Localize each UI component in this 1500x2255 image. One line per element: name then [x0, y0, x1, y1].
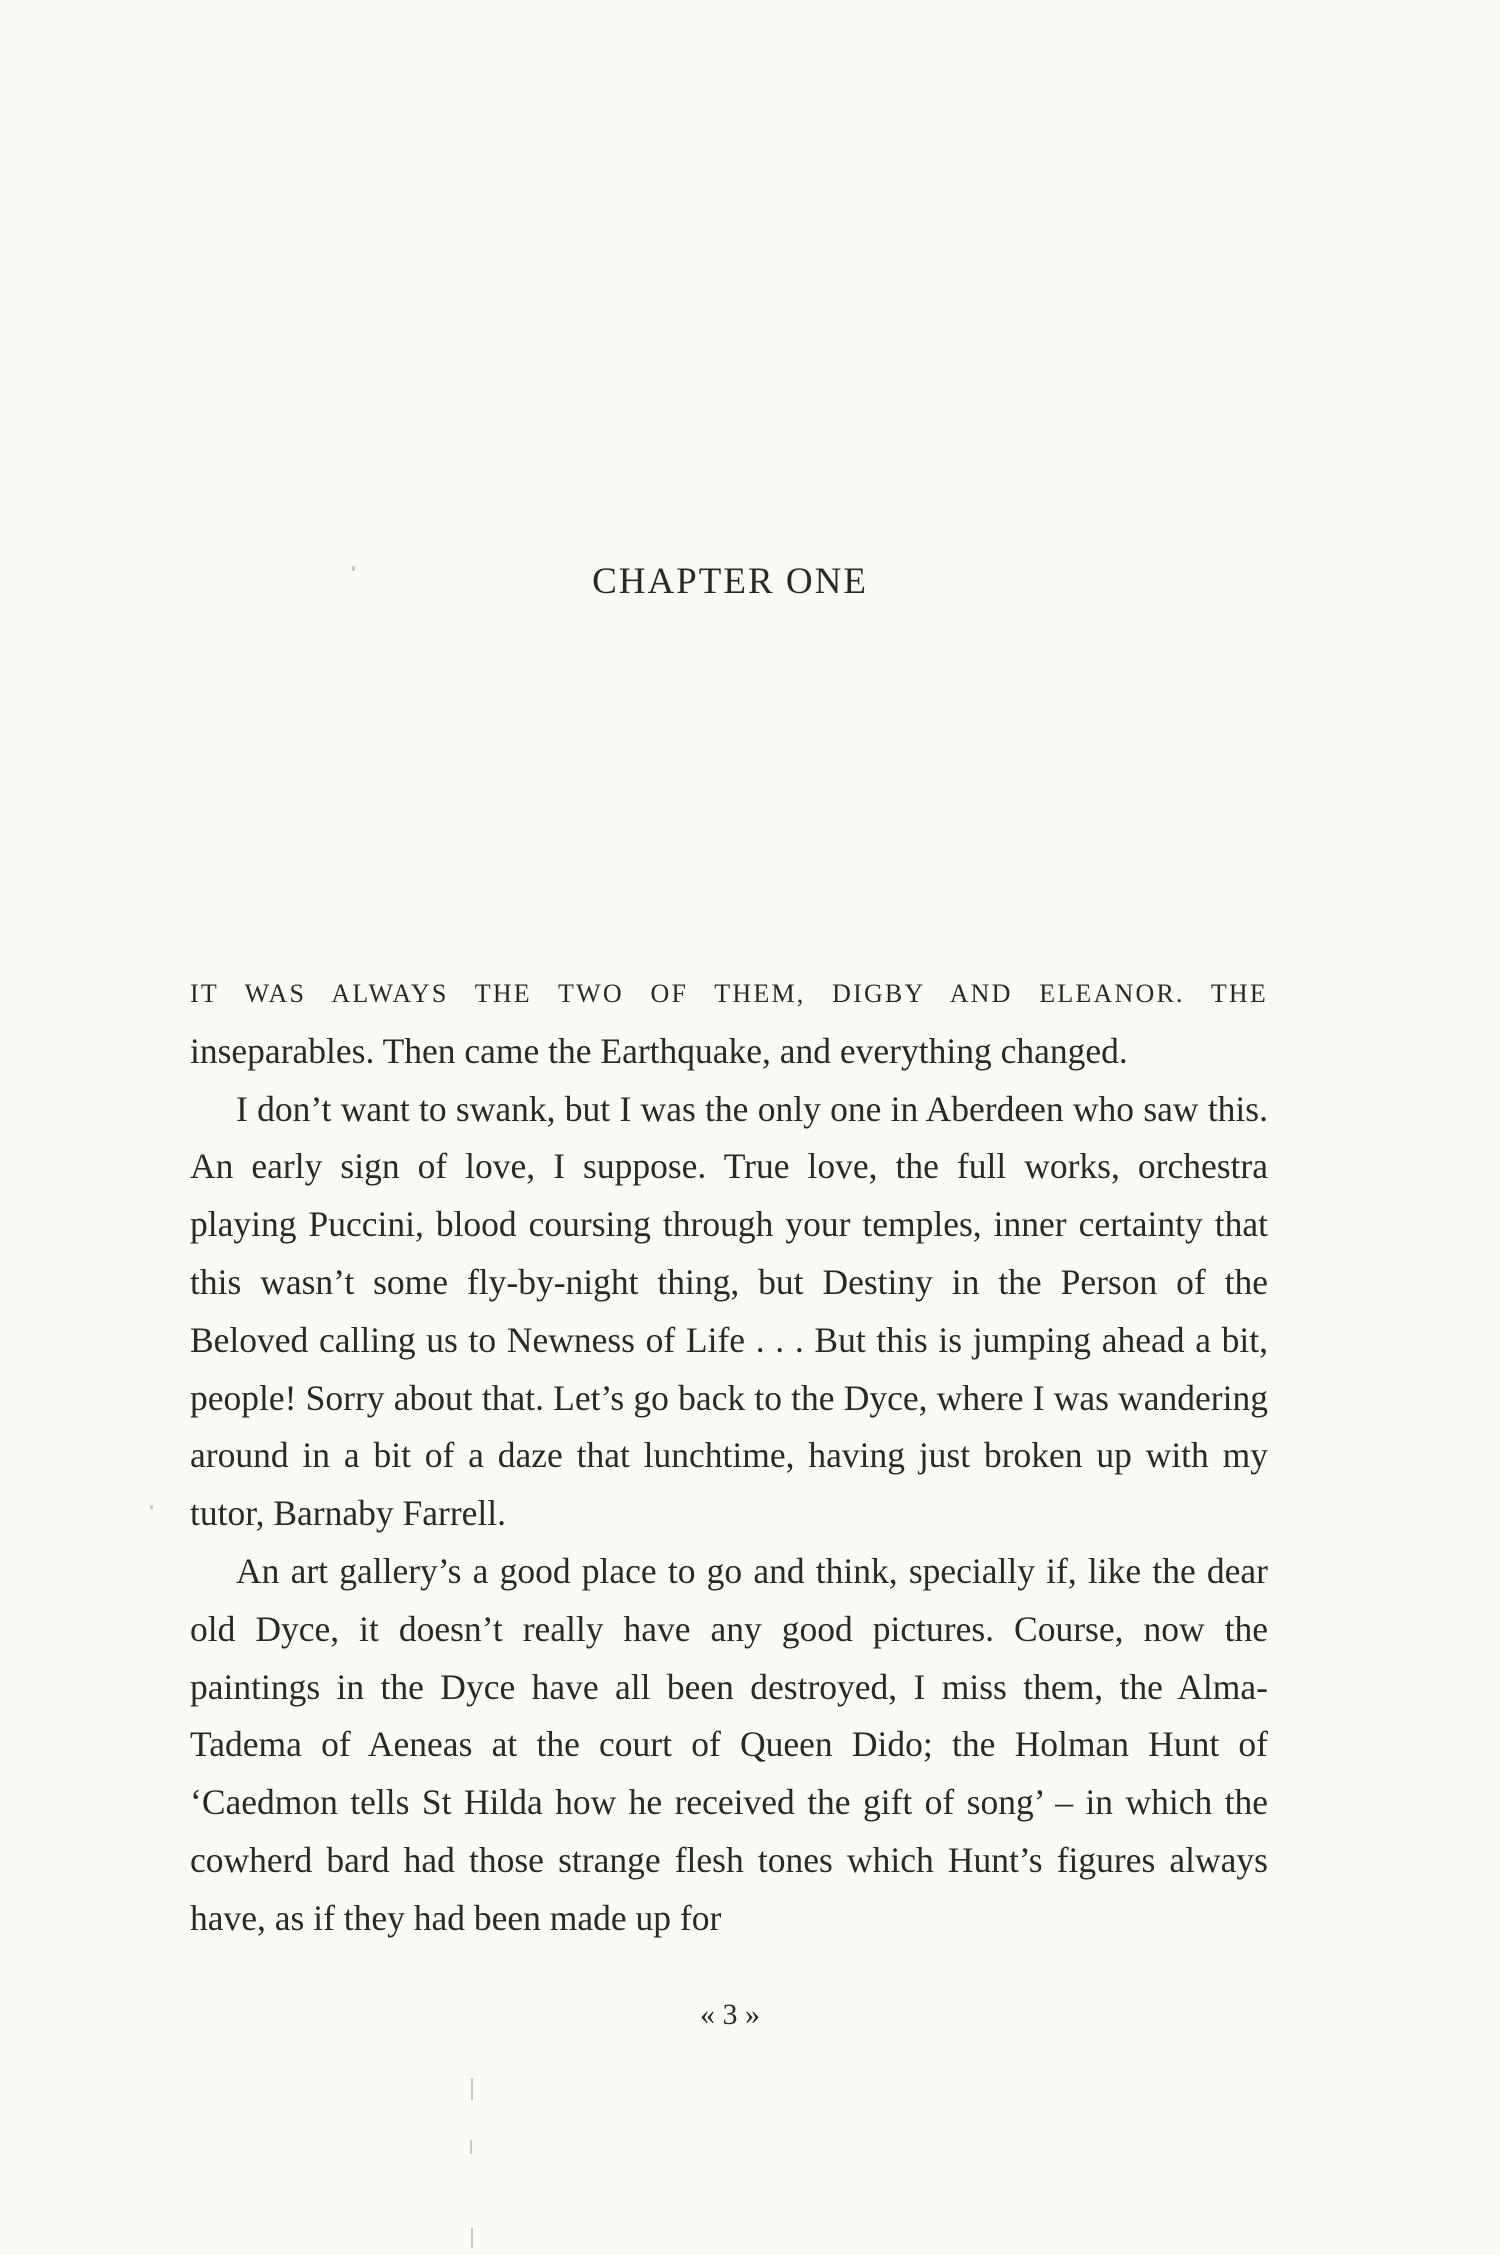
opening-rest: inseparables. Then came the Earthquake, and everything changed. [190, 1030, 1128, 1071]
body-text [190, 962, 1268, 1948]
page-number: « 3 » [700, 1998, 760, 2031]
paragraph-2: I don’t want to swank, but I was the only one in Aberdeen who saw this. An early sign of love, I suppose. True love, the full works, orchestra playing Puccini, blood coursing through your temples, inner certainty that this wasn’t some fly-by-night thing, but Destiny in the Person of the Beloved calling us to Newness of Life . . . But this is jumping ahead a bit, people! Sorry about that. Let’s go back to the Dyce, where I was wandering around in a bit of a daze that lunchtime, having just broken up with my tutor, Barnaby Farrell. [190, 1088, 1268, 1534]
paragraph-3: An art gallery’s a good place to go and think, specially if, like the dear old Dyce, it doesn’t really have any good pictures. Course, now the paintings in the Dyce have all been destroyed, I miss them, the Alma-Tadema of Aeneas at the court of Queen Dido; the Holman Hunt of ‘Caedmon tells St Hilda how he received the gift of song’ – in which the cowherd bard had those strange flesh tones which Hunt’s figures always have, as if they had been made up for [190, 1550, 1268, 1938]
scan-speck [470, 2140, 472, 2154]
scan-speck [471, 2078, 473, 2100]
scan-speck [352, 566, 355, 571]
scan-speck [150, 1505, 153, 1509]
opening-smallcaps: IT WAS ALWAYS THE TWO OF THEM, DIGBY AND ELEANOR. THE [190, 979, 1268, 1008]
chapter-heading: CHAPTER ONE [592, 561, 868, 602]
opening-paragraph [190, 962, 1268, 1081]
scan-speck [471, 2228, 473, 2248]
